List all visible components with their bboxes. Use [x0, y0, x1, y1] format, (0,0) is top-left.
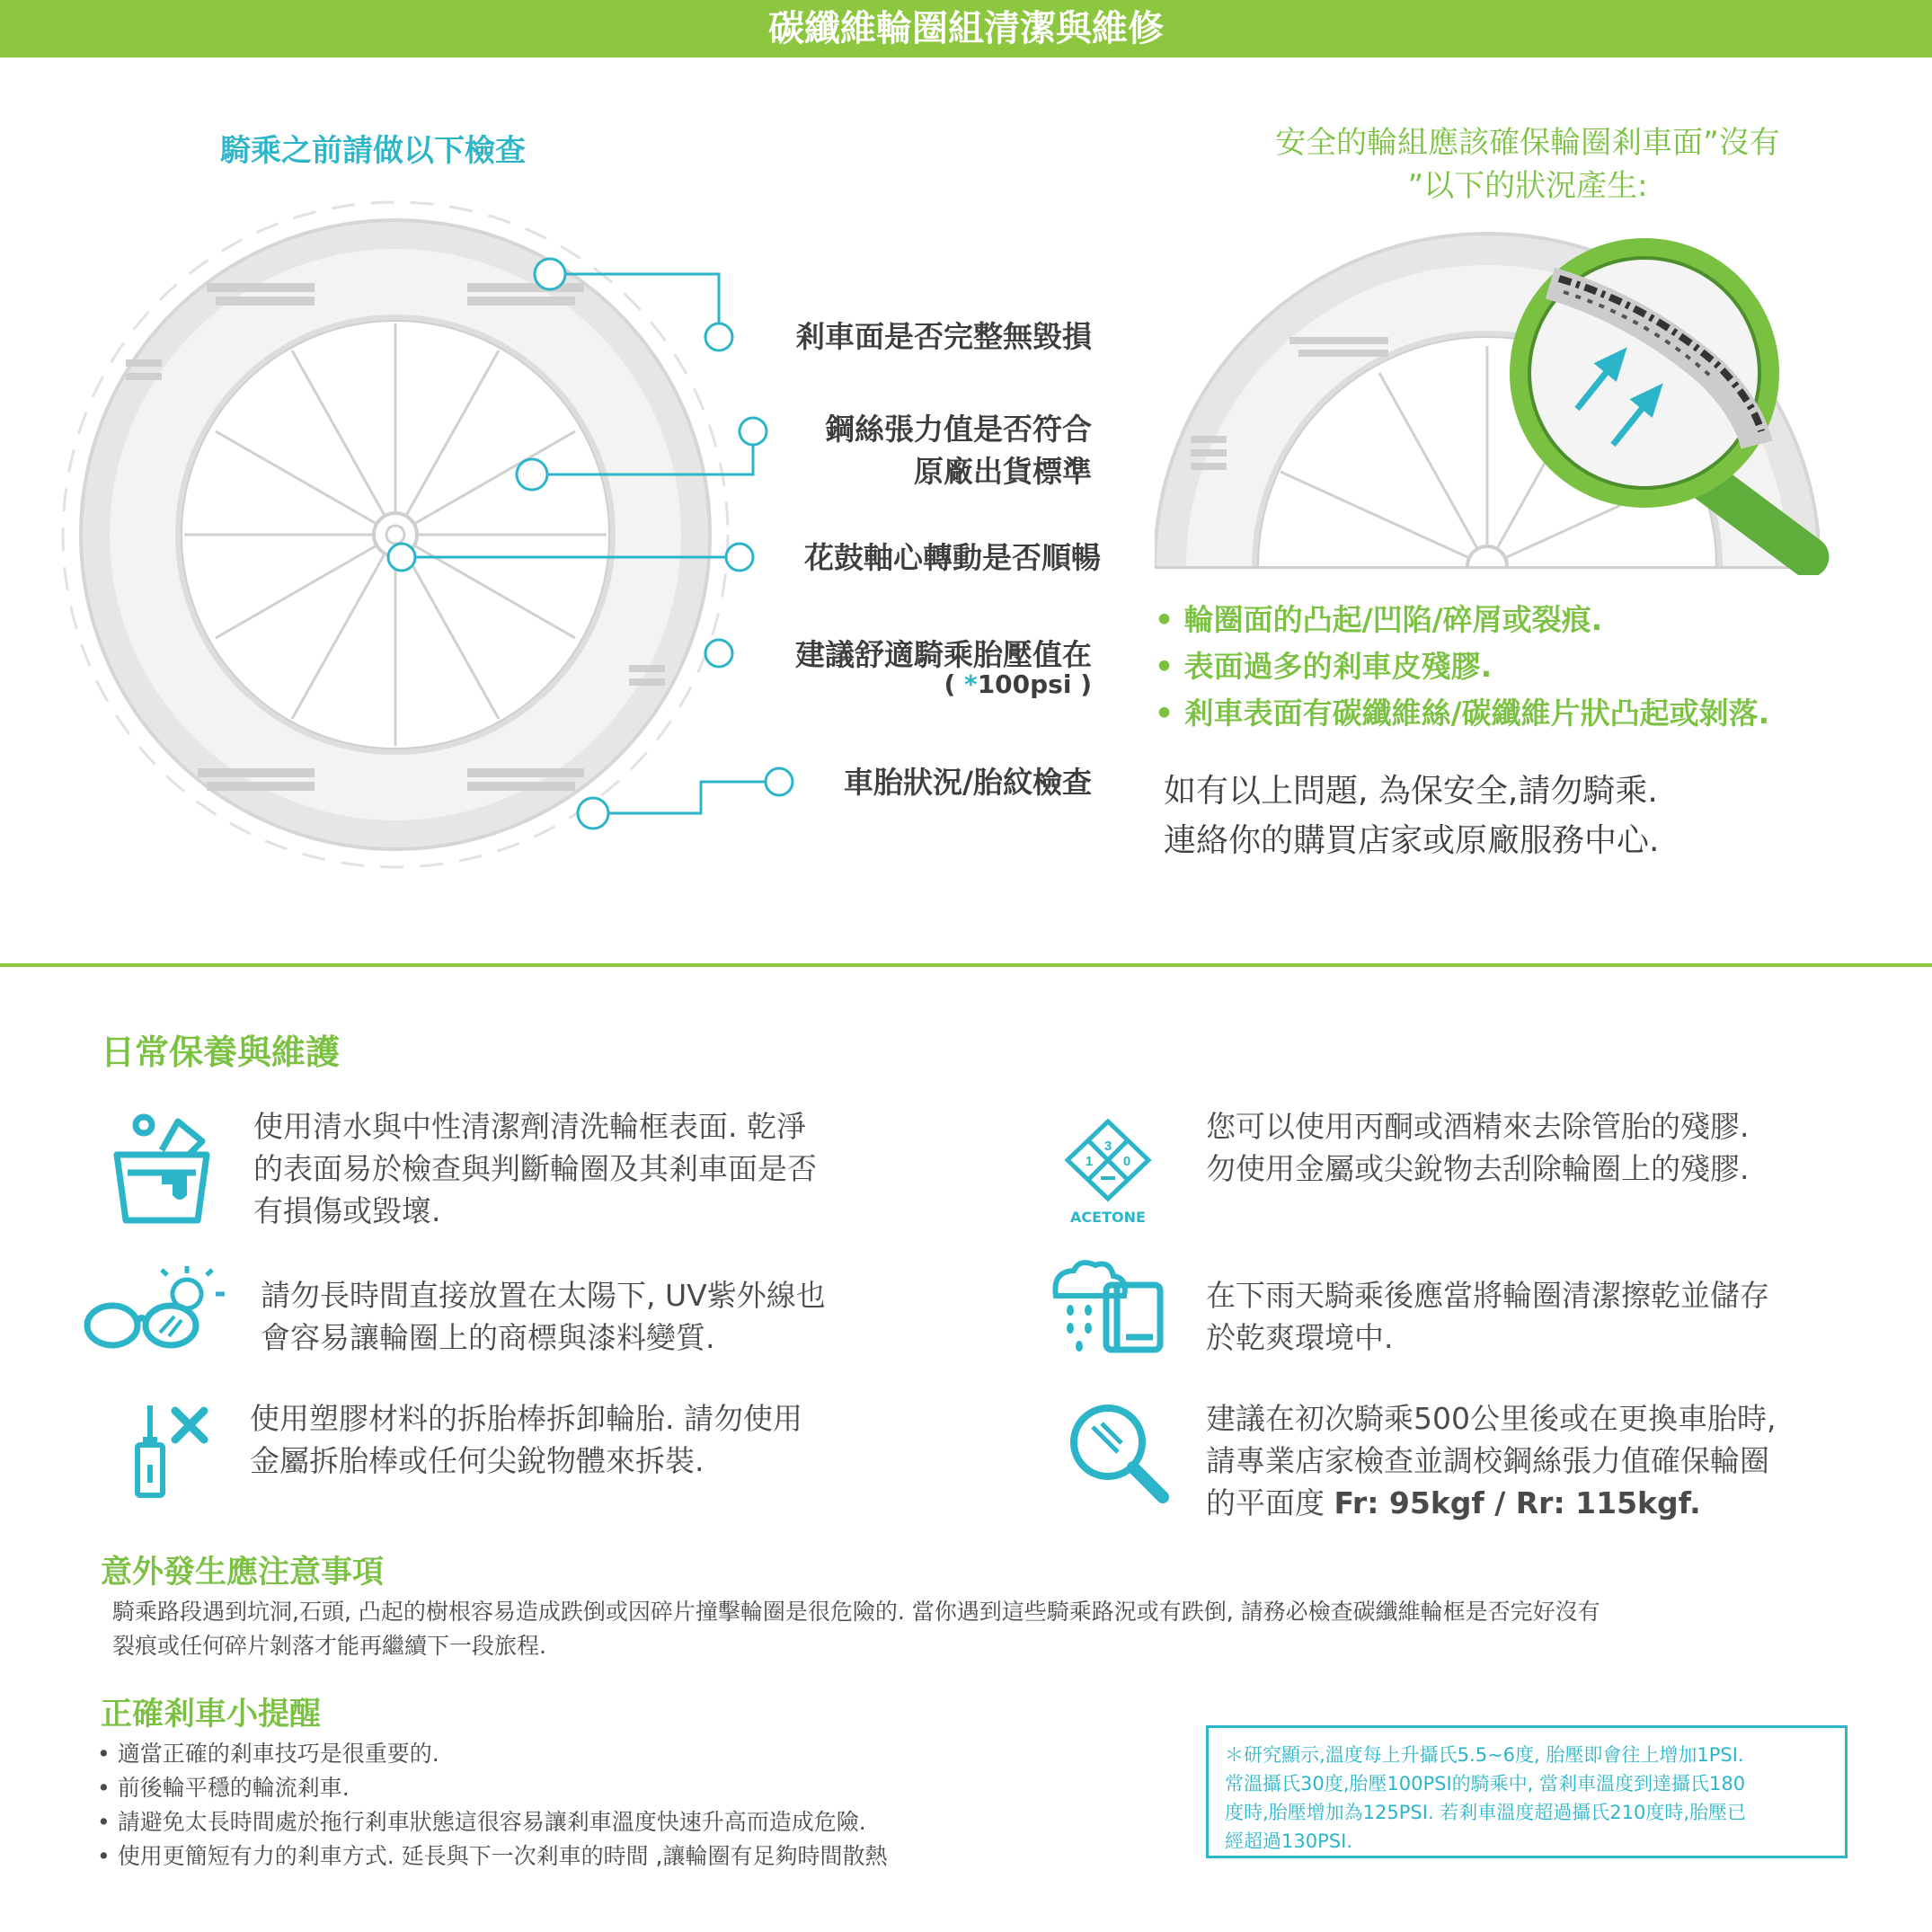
braking-tip-3: • 請避免太長時間處於拖行剎車狀態這很容易讓剎車溫度快速升高而造成危險. — [97, 1809, 866, 1835]
bucket-icon — [108, 1105, 216, 1227]
check-spoke-tension: 鋼絲張力值是否符合 — [825, 412, 1092, 447]
section-divider — [0, 963, 1932, 967]
braking-tip-2: • 前後輪平穩的輪流剎車. — [97, 1775, 350, 1801]
daily-care-title: 日常保養與維護 — [101, 1032, 341, 1072]
defect-bullet-1: • 輪圈面的凸起/凹陷/碎屑或裂痕. — [1155, 602, 1603, 637]
safety-heading — [1159, 121, 1896, 208]
accident-title: 意外發生應注意事項 — [101, 1555, 385, 1591]
psi-note: ( *100psi ) — [944, 669, 1092, 699]
svg-text:3: 3 — [1103, 1139, 1112, 1154]
temperature-footnote: ＊研究顯示,溫度每上升攝氏5.5~6度, 胎壓即會往上增加1PSI. 常溫攝氏30度,胎壓100PSI的騎乘中, 當剎車溫度到達攝氏180 度時,胎壓增加為125PSI. 若剎車溫度超過攝氏210度時,胎壓已 經超過130PSI. — [1206, 1725, 1848, 1858]
check-spoke-tension-line2: 原廠出貨標準 — [914, 454, 1092, 489]
braking-title: 正確剎車小提醒 — [101, 1697, 322, 1733]
sun-glasses-icon — [81, 1263, 229, 1357]
accident-text: 騎乘路段遇到坑洞,石頭, 凸起的樹根容易造成跌倒或因碎片撞擊輪圈是很危險的. 當你遇到這些騎乘路況或有跌倒, 請務必檢查碳纖維輪框是否完好沒有 裂痕或任何碎片剝落才能再繼續下一段旅程. — [112, 1599, 1600, 1659]
care-item-rain: 在下雨天騎乘後應當將輪圈清潔擦乾並儲存 於乾爽環境中. — [1206, 1278, 1769, 1355]
care-item-sunlight: 請勿長時間直接放置在太陽下, UV紫外線也 會容易讓輪圈上的商標與漆料變質. — [261, 1278, 826, 1355]
tire-lever-icon — [130, 1402, 211, 1501]
defect-bullet-2: • 表面過多的剎車皮殘膠. — [1155, 649, 1493, 684]
page-banner: 碳纖維輪圈組清潔與維修 — [0, 0, 1932, 58]
pre-ride-heading: 騎乘之前請做以下檢查 — [220, 133, 526, 169]
acetone-label: ACETONE — [1070, 1209, 1146, 1226]
care-item-cleaning: 使用清水與中性清潔劑清洗輪框表面. 乾淨 的表面易於檢查與判斷輪圈及其剎車面是否 有損傷或毀壞. — [253, 1109, 817, 1228]
spoke-tension-spec: Fr: 95kgf / Rr: 115kgf. — [1334, 1485, 1701, 1520]
care-item-acetone: 您可以使用丙酮或酒精來去除管胎的殘膠. 勿使用金屬或尖銳物去刮除輪圈上的殘膠. — [1206, 1109, 1750, 1186]
check-hub: 花鼓軸心轉動是否順暢 — [804, 540, 1101, 575]
check-brake-surface: 剎車面是否完整無毀損 — [795, 319, 1092, 354]
defect-bullet-3: • 剎車表面有碳纖維絲/碳纖維片狀凸起或剝落. — [1155, 696, 1770, 731]
check-tire-pressure: 建議舒適騎乘胎壓值在 — [795, 637, 1092, 672]
braking-tips — [97, 1737, 1175, 1874]
safety-heading-line1: 安全的輪組應該確保輪圈剎車面”沒有 — [1275, 125, 1780, 161]
safety-heading-line2: ”以下的狀況產生: — [1407, 168, 1648, 204]
rim-magnifier-illustration — [1155, 229, 1874, 575]
rain-towel-icon — [1045, 1258, 1171, 1357]
warning-line-2: 連絡你的購買店家或原廠服務中心. — [1164, 822, 1660, 859]
braking-tip-1: • 適當正確的剎車技巧是很重要的. — [97, 1741, 439, 1767]
magnifier-icon — [1068, 1402, 1171, 1505]
check-tire-tread: 車胎狀況/胎紋檢查 — [843, 765, 1092, 800]
braking-tip-4: • 使用更簡短有力的剎車方式. 延長與下一次剎車的時間 ,讓輪圈有足夠時間散熱 — [97, 1843, 888, 1869]
warning-line-1: 如有以上問題, 為保安全,請勿騎乘. — [1164, 773, 1658, 810]
svg-text:0: 0 — [1122, 1154, 1131, 1169]
acetone-icon — [1063, 1119, 1153, 1204]
care-item-inspection: 建議在初次騎乘500公里後或在更換車胎時, 請專業店家檢查並調校鋼絲張力值確保輪圈 的平面度 Fr: 95kgf / Rr: 115kgf. — [1206, 1401, 1777, 1520]
care-item-tire-lever: 使用塑膠材料的拆胎棒拆卸輪胎. 請勿使用 金屬拆胎棒或任何尖銳物體來拆裝. — [250, 1401, 802, 1478]
svg-text:1: 1 — [1085, 1154, 1094, 1169]
